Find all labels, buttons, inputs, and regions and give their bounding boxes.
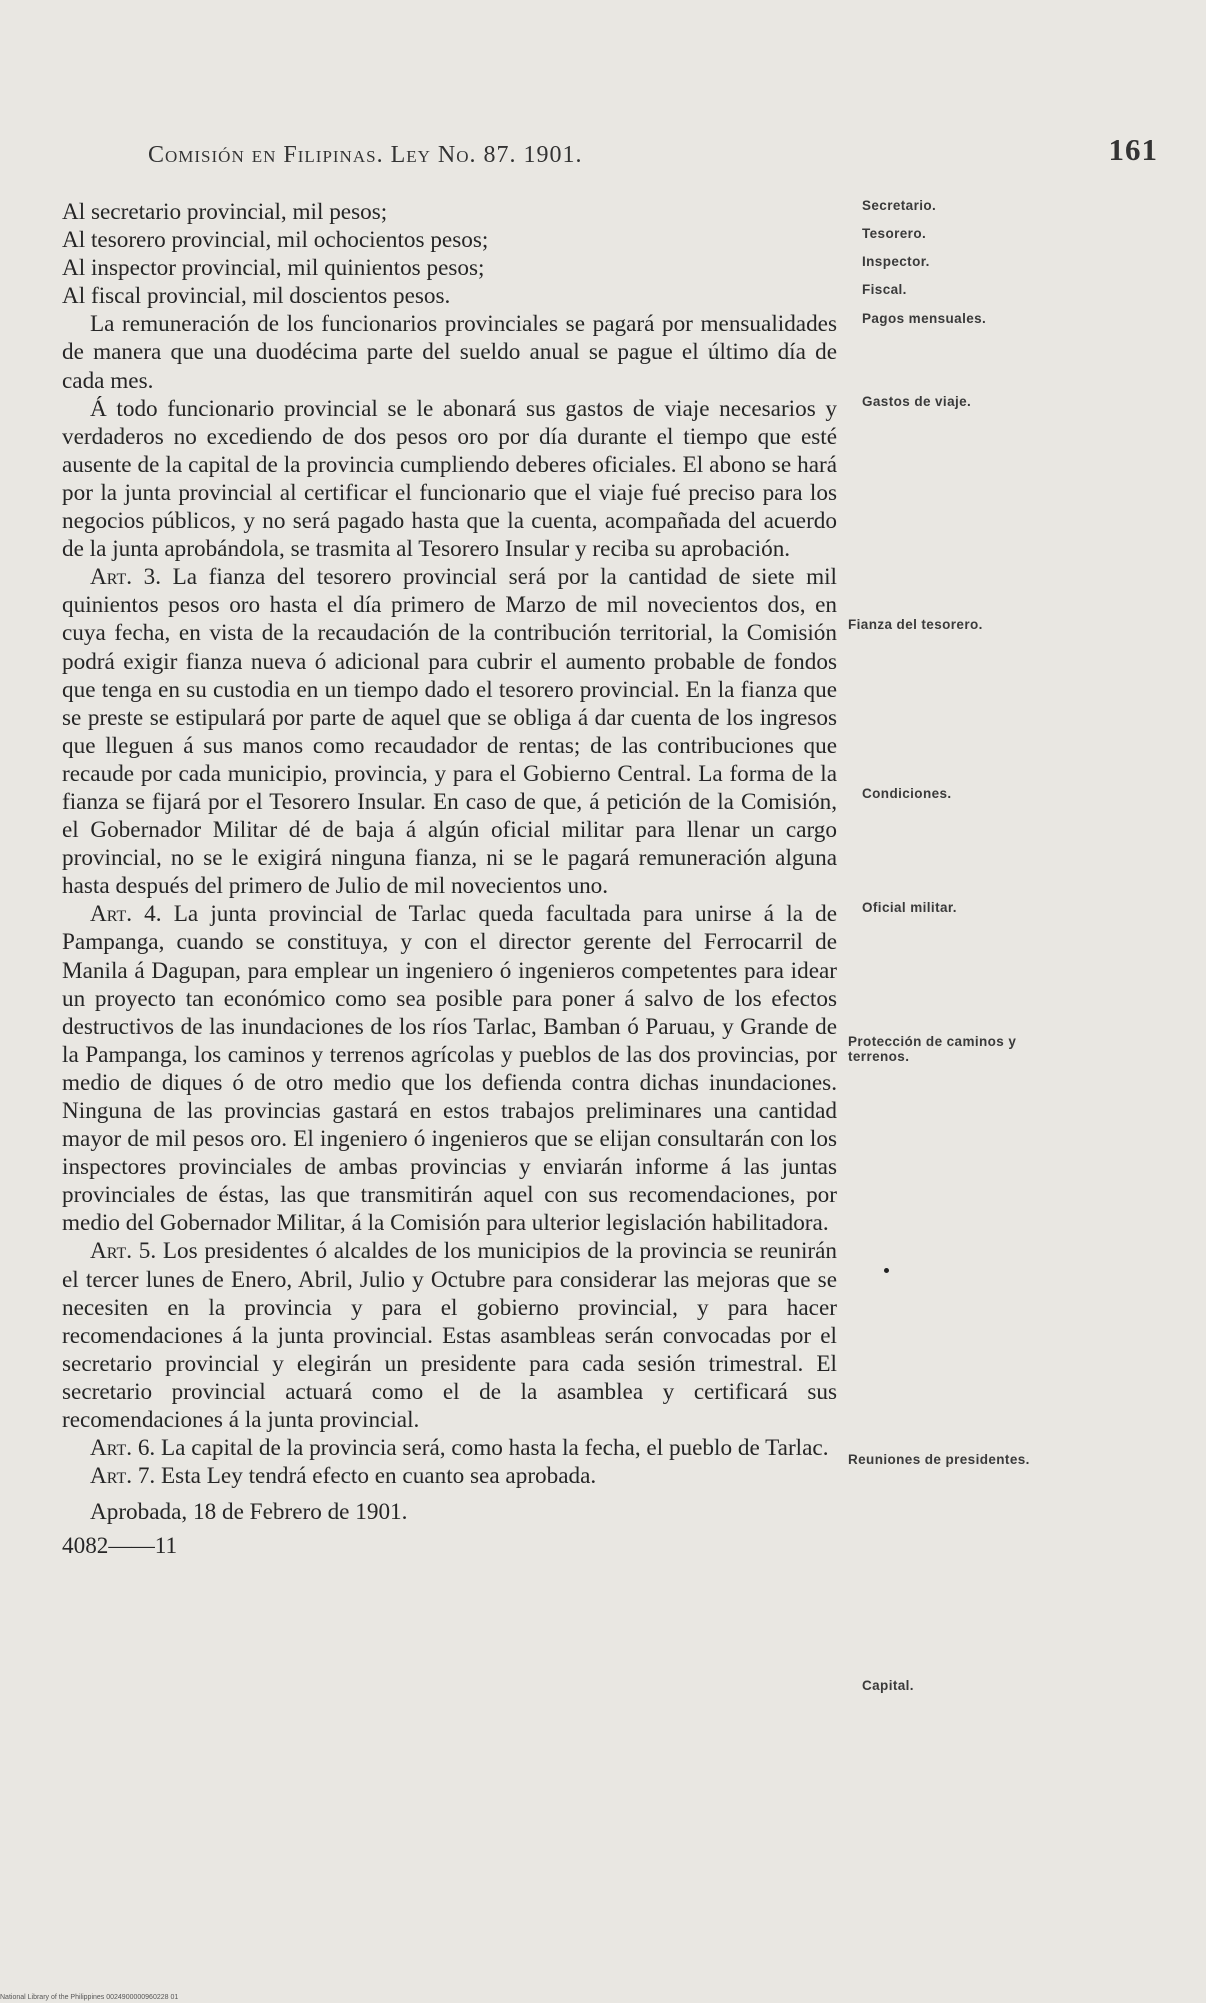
margin-note-oficial: Oficial militar. bbox=[862, 900, 957, 915]
ink-speck bbox=[884, 1268, 889, 1273]
salary-secretario: Al secretario provincial, mil pesos; bbox=[62, 199, 388, 225]
article-3 bbox=[62, 563, 837, 900]
article-6-label: Art. 6. bbox=[90, 1435, 156, 1462]
article-7-text: Esta Ley tendrá efecto en cuanto sea aprobada. bbox=[161, 1463, 597, 1490]
article-7 bbox=[62, 1462, 837, 1490]
paragraph-pagos: La remuneración de los funcionarios provinciales se pagará por mensualidades de manera que una duodécima parte del sueldo anual se pague el último día de cada mes. bbox=[62, 311, 837, 394]
margin-note-fiscal: Fiscal. bbox=[862, 282, 907, 297]
article-4 bbox=[62, 900, 837, 1237]
margin-note-secretario: Secretario. bbox=[862, 198, 937, 213]
margin-note-proteccion: Protección de caminos y terrenos. bbox=[848, 1034, 1017, 1064]
margin-note-inspector: Inspector. bbox=[862, 254, 930, 269]
article-5-text: Los presidentes ó alcaldes de los municipios de la provincia se reunirán el tercer lunes de Enero, Abril, Julio y Octubre para considerar las mejoras que se necesiten en la provincia y para el gobierno provincial, y para hacer recomendaciones á la junta provincial. Estas asambleas serán convocadas por el secretario provincial y elegirán un presidente para cada sesión trimestral. El secretario provincial actuará como el de la asamblea y certificará sus recomendaciones á la junta provincial. bbox=[62, 1238, 838, 1434]
margin-note-tesorero: Tesorero. bbox=[862, 226, 927, 241]
article-6-text: La capital de la provincia será, como hasta la fecha, el pueblo de Tarlac. bbox=[161, 1435, 829, 1462]
scan-credit: National Library of the Philippines 0024900000960228 01 bbox=[0, 1994, 179, 2001]
paragraph-gastos: Á todo funcionario provincial se le abonará sus gastos de viaje necesarios y verdaderos no excediendo de dos pesos oro por día durante el tiempo que esté ausente de la capital de la provincia cumpliendo deberes oficiales. El abono se hará por la junta provincial al certificar el funcionario que el viaje fué preciso para los negocios públicos, y no será pagado hasta que la cuenta, acompañada del acuerdo de la junta aprobándola, se trasmita al Tesorero Insular y reciba su aprobación. bbox=[62, 395, 837, 563]
print-signature: 4082——11 bbox=[62, 1533, 178, 1560]
article-4-label: Art. 4. bbox=[90, 901, 162, 928]
page-number: 161 bbox=[1108, 132, 1158, 167]
running-head-title: Comisión en Filipinas. Ley No. 87. 1901. bbox=[148, 142, 583, 168]
margin-note-capital: Capital. bbox=[862, 1678, 914, 1693]
margin-note-pagos: Pagos mensuales. bbox=[862, 311, 987, 326]
article-5-label: Art. 5. bbox=[90, 1238, 157, 1265]
approval-date: Aprobada, 18 de Febrero de 1901. bbox=[90, 1499, 408, 1526]
margin-note-reuniones: Reuniones de presidentes. bbox=[848, 1452, 1030, 1467]
article-6 bbox=[62, 1434, 837, 1462]
article-5 bbox=[62, 1237, 837, 1434]
margin-note-gastos: Gastos de viaje. bbox=[862, 394, 972, 409]
margin-note-condiciones: Condiciones. bbox=[862, 786, 952, 801]
body-text bbox=[62, 198, 837, 1561]
article-7-label: Art. 7. bbox=[90, 1463, 156, 1490]
salary-fiscal: Al fiscal provincial, mil doscientos pesos. bbox=[62, 283, 451, 310]
article-3-text: La fianza del tesorero provincial será por la cantidad de siete mil quinientos pesos oro hasta el día primero de Marzo de mil novecientos dos, en cuya fecha, en vista de la recaudación de la contribución territorial, la Comisión podrá exigir fianza nueva ó adicional para cubrir el aumento probable de fondos que tenga en su custodia en un tiempo dado el tesorero provincial. En la fianza que se preste se estipulará por parte de aquel que se obliga á dar cuenta de los ingresos que lleguen á sus manos como recaudador de rentas; de las contribuciones que recaude por cada municipio, provincia, y para el Gobierno Central. La forma de la fianza se fijará por el Tesorero Insular. En caso de que, á petición de la Comisión, el Gobernador Militar dé de baja á algún oficial militar para llenar un cargo provincial, no se le exigirá ninguna fianza, ni se le pagará remuneración alguna hasta después del primero de Julio de mil novecientos uno. bbox=[62, 564, 838, 900]
article-4-text: La junta provincial de Tarlac queda facultada para unirse á la de Pampanga, cuando se constituya, y con el director gerente del Ferrocarril de Manila á Dagupan, para emplear un ingeniero ó ingenieros competentes para idear un proyecto tan económico como sea posible para poner á salvo de los efectos destructivos de las inundaciones de los ríos Tarlac, Bamban ó Paruau, y Grande de la Pampanga, los caminos y terrenos agrícolas y pueblos de las dos provincias, por medio de diques ó de otro medio que los defienda contra dichas inundaciones. Ninguna de las provincias gastará en estos trabajos preliminares una cantidad mayor de mil pesos oro. El ingeniero ó ingenieros que se elijan consultarán con los inspectores provinciales de ambas provincias y enviarán informe á las juntas provinciales de éstas, las que transmitirán aquel con sus recomendaciones, por medio del Gobernador Militar, á la Comisión para ulterior legislación habilitadora. bbox=[62, 901, 838, 1237]
salary-tesorero: Al tesorero provincial, mil ochocientos pesos; bbox=[62, 227, 489, 254]
article-3-label: Art. 3. bbox=[90, 564, 162, 591]
running-head bbox=[148, 132, 1158, 172]
margin-note-fianza: Fianza del tesorero. bbox=[848, 617, 983, 632]
salary-inspector: Al inspector provincial, mil quinientos pesos; bbox=[62, 255, 485, 282]
